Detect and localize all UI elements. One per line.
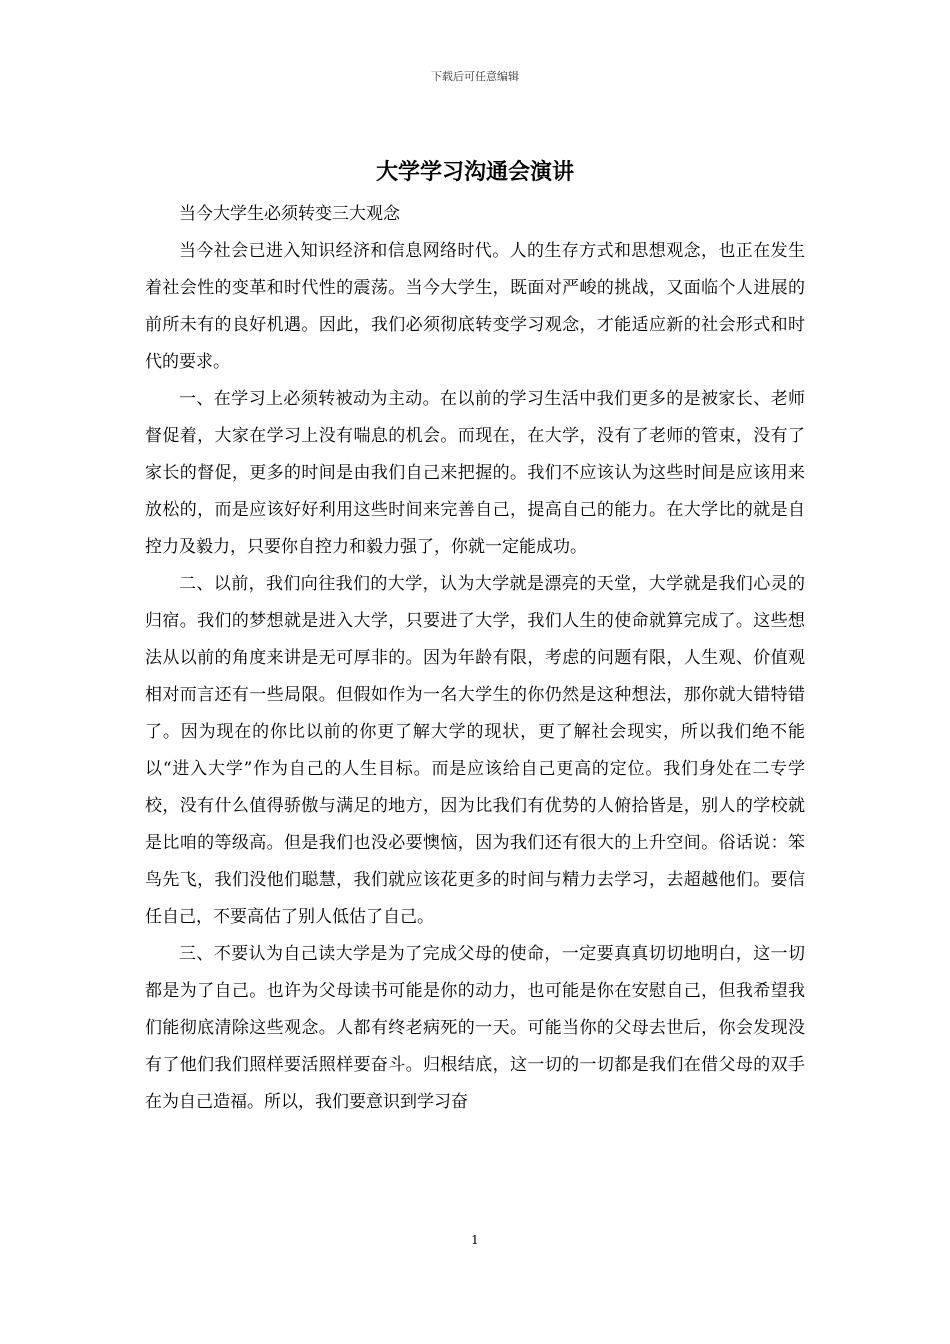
page-number: 1 [471,1233,479,1247]
paragraph-point-three: 三、不要认为自己读大学是为了完成父母的使命，一定要真真切切地明白，这一切都是为了自己。也许为父母读书可能是你的动力，也可能是你在安慰自己，但我希望我们能彻底清除这些观念。人都有终老病死的一天。可能当你的父母去世后，你会发现没有了他们我们照样要活照样要奋斗。归根结底，这一切的一切都是我们在借父母的双手在为自己造福。所以，我们要意识到学习奋 [145,944,805,1112]
paragraph-intro: 当今社会已进入知识经济和信息网络时代。人的生存方式和思想观念，也正在发生着社会性的变革和时代性的震荡。当今大学生，既面对严峻的挑战，又面临个人进展的前所未有的良好机遇。因此，我们必须彻底转变学习观念，才能适应新的社会形式和时代的要求。 [145,241,805,372]
document-title: 大学学习沟通会演讲 [375,159,574,185]
page-header-note: 下载后可任意编辑 [431,70,519,83]
document-body [145,196,805,1121]
paragraph-point-two: 二、以前，我们向往我们的大学，认为大学就是漂亮的天堂，大学就是我们心灵的归宿。我们的梦想就是进入大学，只要进了大学，我们人生的使命就算完成了。这些想法从以前的角度来讲是无可厚非的。因为年龄有限，考虑的问题有限，人生观、价值观相对而言还有一些局限。但假如作为一名大学生的你仍然是这种想法，那你就大错特错了。因为现在的你比以前的你更了解大学的现状，更了解社会现实，所以我们绝不能以“进入大学”作为自己的人生目标。而是应该给自己更高的定位。我们身处在二专学校，没有什么值得骄傲与满足的地方，因为比我们有优势的人俯拾皆是，别人的学校就是比咱的等级高。但是我们也没必要懊恼，因为我们还有很大的上升空间。俗话说：笨鸟先飞，我们没他们聪慧，我们就应该花更多的时间与精力去学习，去超越他们。要信任自己，不要高估了别人低估了自己。 [145,574,805,927]
paragraph-point-one: 一、在学习上必须转被动为主动。在以前的学习生活中我们更多的是被家长、老师督促着，大家在学习上没有喘息的机会。而现在，在大学，没有了老师的管束，没有了家长的督促，更多的时间是由我们自己来把握的。我们不应该认为这些时间是应该用来放松的，而是应该好好利用这些时间来完善自己，提高自己的能力。在大学比的就是自控力及毅力，只要你自控力和毅力强了，你就一定能成功。 [145,389,805,557]
paragraph-subtitle: 当今大学生必须转变三大观念 [179,204,400,224]
